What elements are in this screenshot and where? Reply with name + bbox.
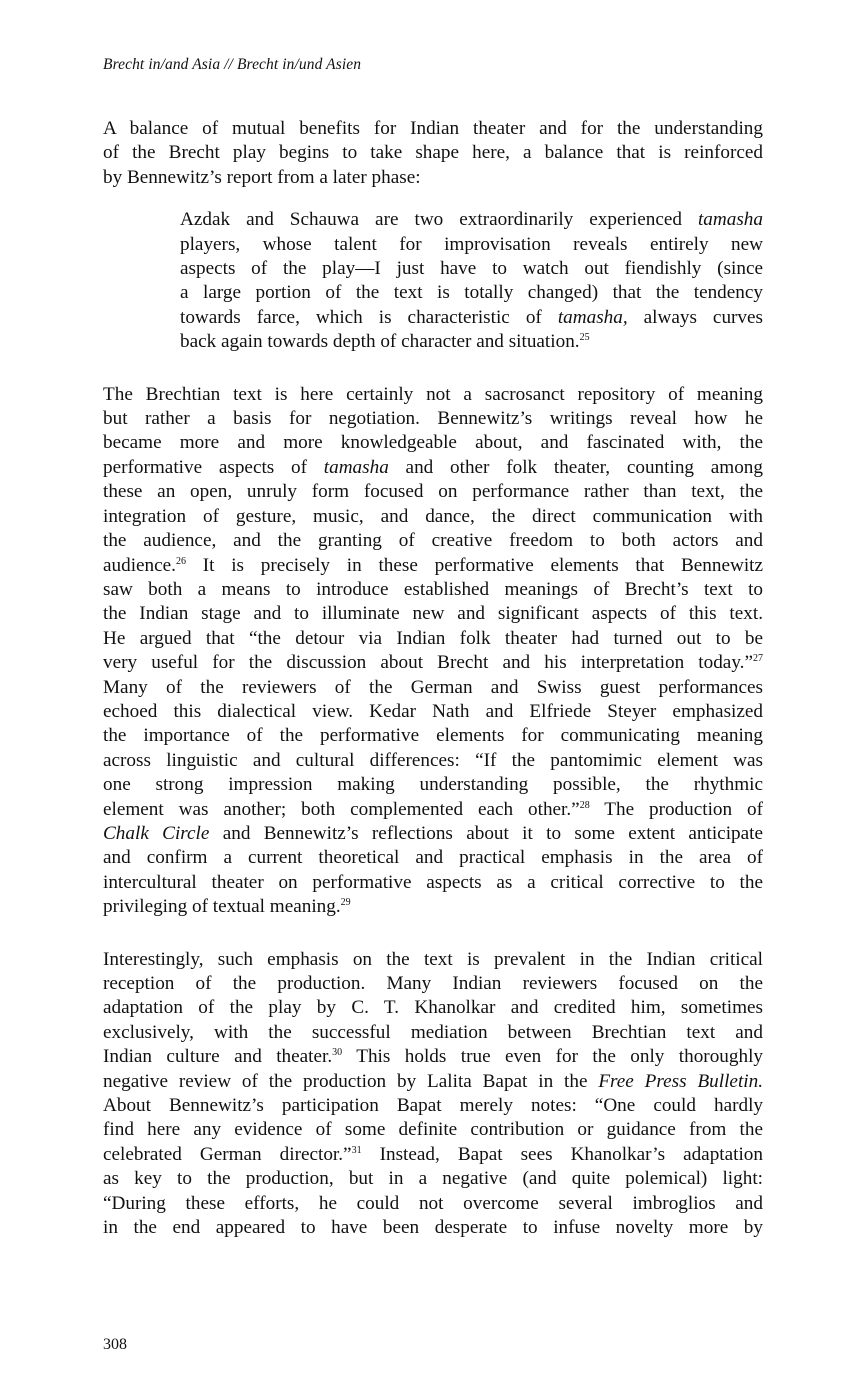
text-line: He argued that “the detour via Indian folk theater had turned out to be: [103, 627, 763, 649]
text-line: Indian culture and theater.$^{30}$ This holds true even for the only thoroughly: [103, 1046, 763, 1068]
text-line: element was another; both complemented each other.”$^{28}$ The production of: [103, 798, 763, 820]
text-line: but rather a basis for negotiation. Bennewitz’s writings reveal how he: [103, 408, 763, 430]
text-line: performative aspects of tamasha and other folk theater, counting among: [103, 456, 763, 478]
footnote-ref: 31: [351, 1144, 362, 1156]
italic-title: Free Press Bulletin.: [598, 1070, 763, 1092]
text-line: of the Brecht play begins to take shape here, a balance that is reinforced: [103, 142, 763, 164]
text-line: About Bennewitz’s participation Bapat merely notes: “One could hardly: [103, 1095, 763, 1117]
footnote-ref: 29: [340, 897, 351, 909]
text-line: as key to the production, but in a negative (and quite polemical) light:: [103, 1168, 763, 1190]
page-number: 308: [103, 1336, 127, 1353]
italic-term: tamasha: [697, 209, 763, 231]
text-line: back again towards depth of character and situation.$^{25}$: [180, 331, 590, 353]
text-line: and confirm a current theoretical and practical emphasis in the area of: [103, 847, 763, 869]
text-line: the audience, and the granting of creative freedom to both actors and: [103, 530, 763, 552]
body-text: [103, 117, 763, 1240]
text-line: integration of gesture, music, and dance, the direct communication with: [103, 505, 763, 527]
text-line: a large portion of the text is totally changed) that the tendency: [180, 282, 763, 304]
text-line: privileging of textual meaning.$^{29}$: [103, 896, 351, 918]
text-line: saw both a means to introduce established meanings of Brecht’s text to: [103, 578, 763, 600]
text-line: negative review of the production by Lalita Bapat in the Free Press Bulletin.: [103, 1070, 763, 1092]
footnote-ref: 25: [579, 332, 590, 344]
text-line: very useful for the discussion about Brecht and his interpretation today.”$^{27}$: [103, 652, 763, 674]
text-line: reception of the production. Many Indian reviewers focused on the: [103, 973, 763, 994]
footnote-ref: 28: [579, 799, 590, 811]
text-line: The Brechtian text is here certainly not a sacrosanct repository of meaning: [103, 383, 763, 405]
text-line: by Bennewitz’s report from a later phase:: [103, 166, 421, 188]
text-line: Chalk Circle and Bennewitz’s reflections about it to some extent anticipate: [103, 822, 763, 844]
text-line: became more and more knowledgeable about, and fascinated with, the: [103, 432, 763, 454]
text-line: Azdak and Schauwa are two extraordinarily experienced tamasha: [180, 209, 763, 231]
text-line: “During these efforts, he could not overcome several imbroglios and: [103, 1192, 763, 1214]
text-line: A balance of mutual benefits for Indian theater and for the understanding: [103, 118, 763, 139]
italic-title: Chalk Circle: [103, 822, 210, 844]
text-line: celebrated German director.”$^{31}$ Instead, Bapat sees Khanolkar’s adaptation: [103, 1143, 763, 1165]
text-line: aspects of the play—I just have to watch out fiendishly (since: [180, 258, 763, 280]
italic-term: tamasha: [323, 456, 389, 478]
text-line: echoed this dialectical view. Kedar Nath and Elfriede Steyer emphasized: [103, 700, 763, 722]
footnote-ref: 27: [753, 653, 763, 665]
text-line: Many of the reviewers of the German and Swiss guest performances: [103, 676, 763, 698]
text-line: the importance of the performative elements for communicating meaning: [103, 725, 763, 747]
text-line: across linguistic and cultural differences: “If the pantomimic element was: [103, 749, 763, 771]
text-line: players, whose talent for improvisation reveals entirely new: [180, 233, 763, 255]
block-quote: [180, 208, 763, 354]
text-line: in the end appeared to have been desperate to infuse novelty more by: [103, 1217, 763, 1239]
text-line: the Indian stage and to illuminate new and significant aspects of this text.: [103, 603, 763, 625]
text-line: exclusively, with the successful mediation between Brechtian text and: [103, 1021, 763, 1043]
text-line: intercultural theater on performative aspects as a critical corrective to the: [103, 871, 763, 893]
text-line: these an open, unruly form focused on performance rather than text, the: [103, 481, 763, 503]
paragraph-indian-reception: [103, 948, 763, 1241]
footnote-ref: 30: [332, 1047, 343, 1059]
paragraph-brechtian-text: [103, 383, 763, 920]
paragraph-intro: [103, 117, 763, 190]
text-line: audience.$^{26}$ It is precisely in these performative elements that Bennewitz: [103, 554, 763, 576]
text-line: find here any evidence of some definite contribution or guidance from the: [103, 1119, 763, 1141]
text-line: towards farce, which is characteristic of tamasha, always curves: [180, 306, 763, 328]
italic-term: tamasha,: [557, 306, 628, 328]
footnote-ref: 26: [175, 555, 186, 567]
running-head: Brecht in/and Asia // Brecht in/und Asien: [103, 56, 362, 73]
text-line: Interestingly, such emphasis on the text is prevalent in the Indian critical: [103, 948, 763, 970]
text-line: adaptation of the play by C. T. Khanolkar and credited him, sometimes: [103, 997, 763, 1019]
text-line: one strong impression making understanding possible, the rhythmic: [103, 774, 763, 796]
